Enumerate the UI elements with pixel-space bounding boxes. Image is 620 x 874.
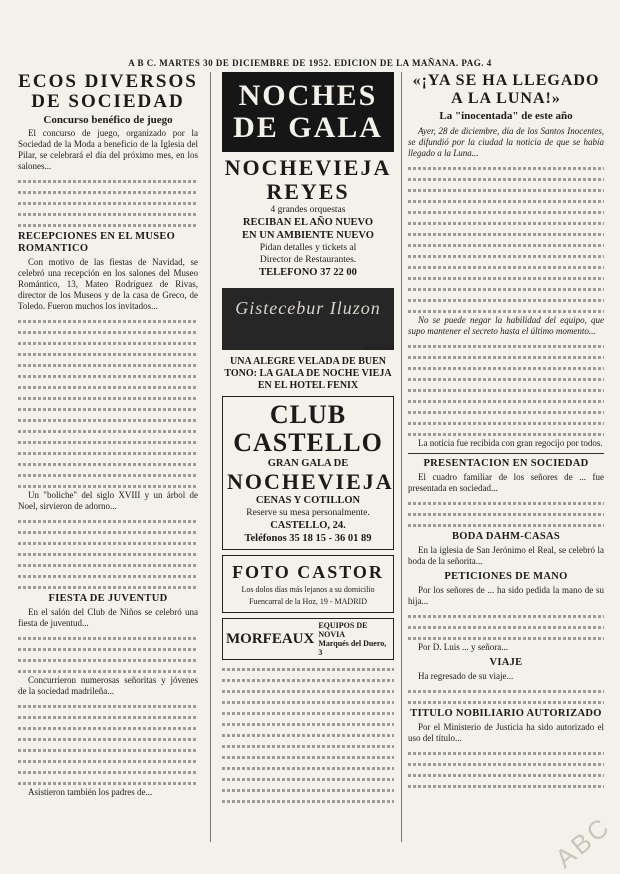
article-paragraph: Ayer, 28 de diciembre, día de los Santos Inocentes, se difundió por la ciudad la noticia de que se había llegado a la Luna... [408,126,604,158]
article-heading: PETICIONES DE MANO [444,571,568,582]
masthead: A B C. MARTES 30 DE DICIEMBRE DE 1952. EDICION DE LA MAÑANA. PAG. 4 [128,58,492,68]
watermark: ABC [548,810,617,874]
article-heading: TITULO NOBILIARIO AUTORIZADO [410,708,602,719]
ad-title: NOCHES [238,79,378,112]
text-lines [18,637,198,673]
ad-text: Los dolos días más lejanos a su domicilio [241,585,375,594]
text-lines [408,345,604,436]
article-paragraph: Por el Ministerio de Justicia ha sido autorizado el uso del título... [408,722,604,743]
left-column [18,72,198,852]
section-title: DE SOCIEDAD [31,91,185,112]
article-paragraph: Por D. Luis ... y señora... [418,642,508,652]
morfeaux-ad [222,618,394,660]
article-heading: RECEPCIONES EN EL MUSEO ROMANTICO [18,231,176,254]
ad-text: Director de Restaurantes. [259,255,357,265]
ad-title: FOTO CASTOR [232,562,384,582]
article-paragraph: El concurso de juego, organizado por la Sociedad de la Moda a beneficio de la Iglesia del Pilar, se celebrará el día del próximo mes, en los salones... [18,128,198,171]
ad-phone: TELEFONO 37 22 00 [259,267,357,278]
foto-castor-ad [222,555,394,613]
article-paragraph: Concurrieron numerosas señoritas y jóvenes de la sociedad madrileña... [18,675,198,696]
article-subtitle: Concurso benéfico de juego [43,114,173,126]
noches-de-gala-ad [222,72,394,152]
text-lines [222,668,394,803]
ad-address: Marqués del Duero, 3 [318,639,387,657]
article-headline: A LA LUNA!» [451,90,561,107]
ad-title: REYES [266,179,350,204]
article-headline: UNA ALEGRE VELADA DE BUEN TONO: LA GALA DE NOCHE VIEJA EN EL HOTEL FENIX [224,356,392,391]
ad-address: CASTELLO, 24. [270,520,346,531]
ad-address: Fuencarral de la Hoz, 19 - MADRID [249,597,367,606]
article-heading: VIAJE [489,657,523,668]
text-lines [18,180,198,227]
ad-text: CENAS Y COTILLON [255,495,361,506]
article-paragraph: Con motivo de las fiestas de Navidad, se celebró una recepción en los salones del Museo Romántico, 13, Mateo Rodríguez de Rivas, director de los Museos y de la casa de Greco, de Toledo. Fueron muchos los invitados... [18,257,198,311]
article-paragraph: Ha regresado de su viaje... [418,671,514,681]
ad-text: Reserve su mesa personalmente. [246,508,370,518]
ad-phone: Teléfonos 35 18 15 - 36 01 89 [244,533,372,544]
ad-text: RECIBAN EL AÑO NUEVO [242,217,374,228]
article-subtitle: La "inocentada" de este año [439,110,573,122]
ad-text: 4 grandes orquestas [270,205,346,215]
club-castello-ad [222,396,394,550]
text-lines [408,690,604,704]
article-heading: FIESTA DE JUVENTUD [48,593,168,604]
text-lines [18,520,198,589]
article-paragraph: En el salón del Club de Niños se celebró una fiesta de juventud... [18,607,198,628]
hotel-ad [222,152,394,283]
ad-title: CLUB CASTELLO [233,400,383,457]
photo-credit: Foto Ruedas [363,346,394,352]
column-rule [401,72,402,842]
text-lines [408,502,604,527]
dark-ad: Gistecebur Iluzon [222,288,394,350]
ad-title: NOCHEVIEJA [224,155,392,180]
ad-text: EQUIPOS DE NOVIA [318,621,368,639]
right-column [408,72,604,852]
text-lines [408,167,604,313]
article-paragraph: Por los señores de ... ha sido pedida la mano de su hija... [408,585,604,606]
article-paragraph: Asistieron también los padres de... [28,787,153,797]
middle-column [222,72,394,852]
article-paragraph: No se puede negar la habilidad del equipo, que supo mantener el secreto hasta el último momento... [408,315,604,336]
ad-text: Pidan detalles y tickets al [259,243,357,253]
text-lines [18,320,198,488]
article-paragraph: En la iglesia de San Jerónimo el Real, se celebró la boda de la señorita... [408,545,604,566]
divider [408,453,604,454]
ad-title: MORFEAUX [226,630,315,647]
article-headline: «¡YA SE HA LLEGADO [412,72,600,89]
article-paragraph: La noticia fue recibida con gran regocijo por todos. [418,438,603,448]
article-heading: BODA DAHM-CASAS [451,531,561,542]
ad-title: NOCHEVIEJA [227,469,394,494]
text-lines [408,615,604,640]
column-rule [210,72,211,842]
text-lines [408,752,604,788]
section-title: ECOS DIVERSOS [18,72,198,92]
ad-title: DE GALA [233,111,383,144]
text-lines [18,705,198,785]
ad-text: GRAN GALA DE [267,458,349,469]
article-paragraph: Un "boliche" del siglo XVIII y un árbol de Noel, sirvieron de adorno... [18,490,198,511]
article-paragraph: El cuadro familiar de los señores de ... fue presentada en sociedad... [408,472,604,493]
article-heading: PRESENTACION EN SOCIEDAD [423,458,589,469]
ad-text: EN UN AMBIENTE NUEVO [242,230,374,241]
